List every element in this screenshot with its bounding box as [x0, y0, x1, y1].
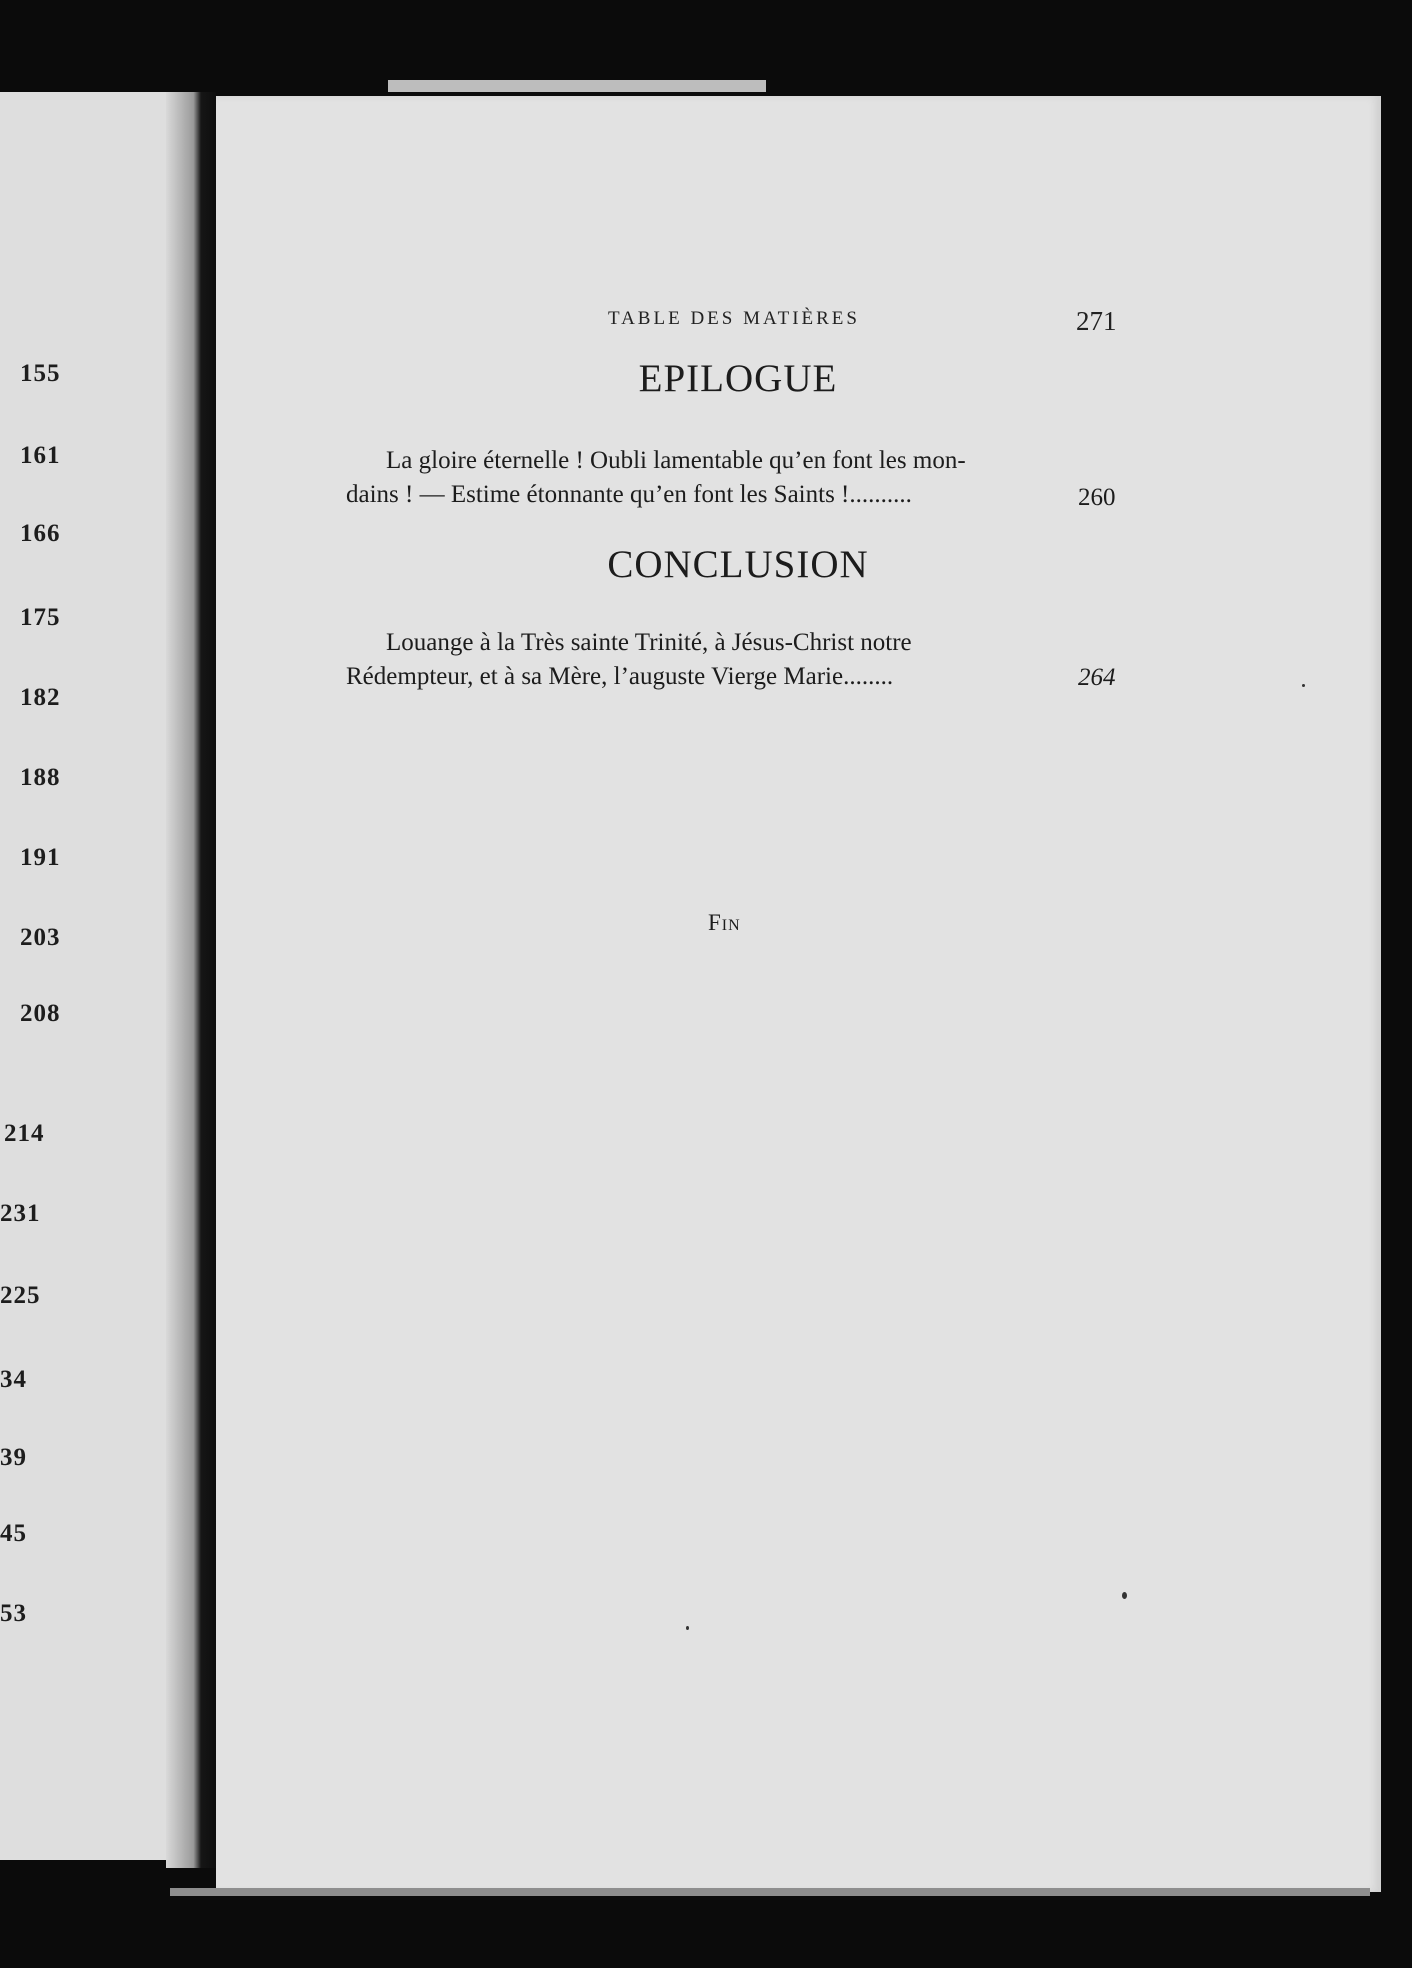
- paper-speck: [1302, 684, 1305, 687]
- running-head: TABLE DES MATIÈRES: [608, 308, 860, 329]
- toc-entry-line: dains ! — Estime étonnante qu’en font les Saints !..........: [346, 481, 912, 508]
- left-page-number: 225: [0, 1282, 41, 1309]
- left-page-number: 208: [20, 1000, 61, 1027]
- section-heading-epilogue: EPILOGUE: [638, 357, 838, 400]
- page-number: 271: [1076, 306, 1117, 336]
- page-bottom-edge: [170, 1888, 1370, 1896]
- left-page-number: 182: [20, 684, 61, 711]
- left-page-number: 53: [0, 1600, 27, 1627]
- left-page-number: 175: [20, 604, 61, 631]
- paper-speck: [686, 1626, 689, 1630]
- left-page-number: 191: [20, 844, 61, 871]
- toc-page-ref-conclusion: 264: [1078, 664, 1116, 691]
- left-page-number: 161: [20, 442, 61, 469]
- left-page-number: 155: [20, 360, 61, 387]
- left-page-number: 34: [0, 1366, 27, 1393]
- toc-entry-line: Rédempteur, et à sa Mère, l’auguste Vierge Marie........: [346, 663, 894, 690]
- left-page-number: 214: [4, 1120, 45, 1147]
- toc-entry-line: La gloire éternelle ! Oubli lamentable qu’en font les mon-: [386, 447, 966, 474]
- toc-entry-line: Louange à la Très sainte Trinité, à Jésus-Christ notre: [386, 629, 912, 656]
- left-page-number: 166: [20, 520, 61, 547]
- section-heading-conclusion: CONCLUSION: [607, 543, 869, 586]
- toc-page-ref-epilogue: 260: [1078, 484, 1116, 511]
- book-spine: [166, 92, 216, 1868]
- paper-speck: [1122, 1592, 1127, 1599]
- left-page-number: 188: [20, 764, 61, 791]
- left-page-number: 203: [20, 924, 61, 951]
- page-top-edge: [388, 80, 766, 92]
- left-page-number: 39: [0, 1444, 27, 1471]
- toc-entry-epilogue: [346, 444, 1036, 512]
- toc-entry-conclusion: [346, 626, 1036, 694]
- left-page-number: 45: [0, 1520, 27, 1547]
- closing-fin: Fin: [708, 910, 741, 935]
- left-page-number: 231: [0, 1200, 41, 1227]
